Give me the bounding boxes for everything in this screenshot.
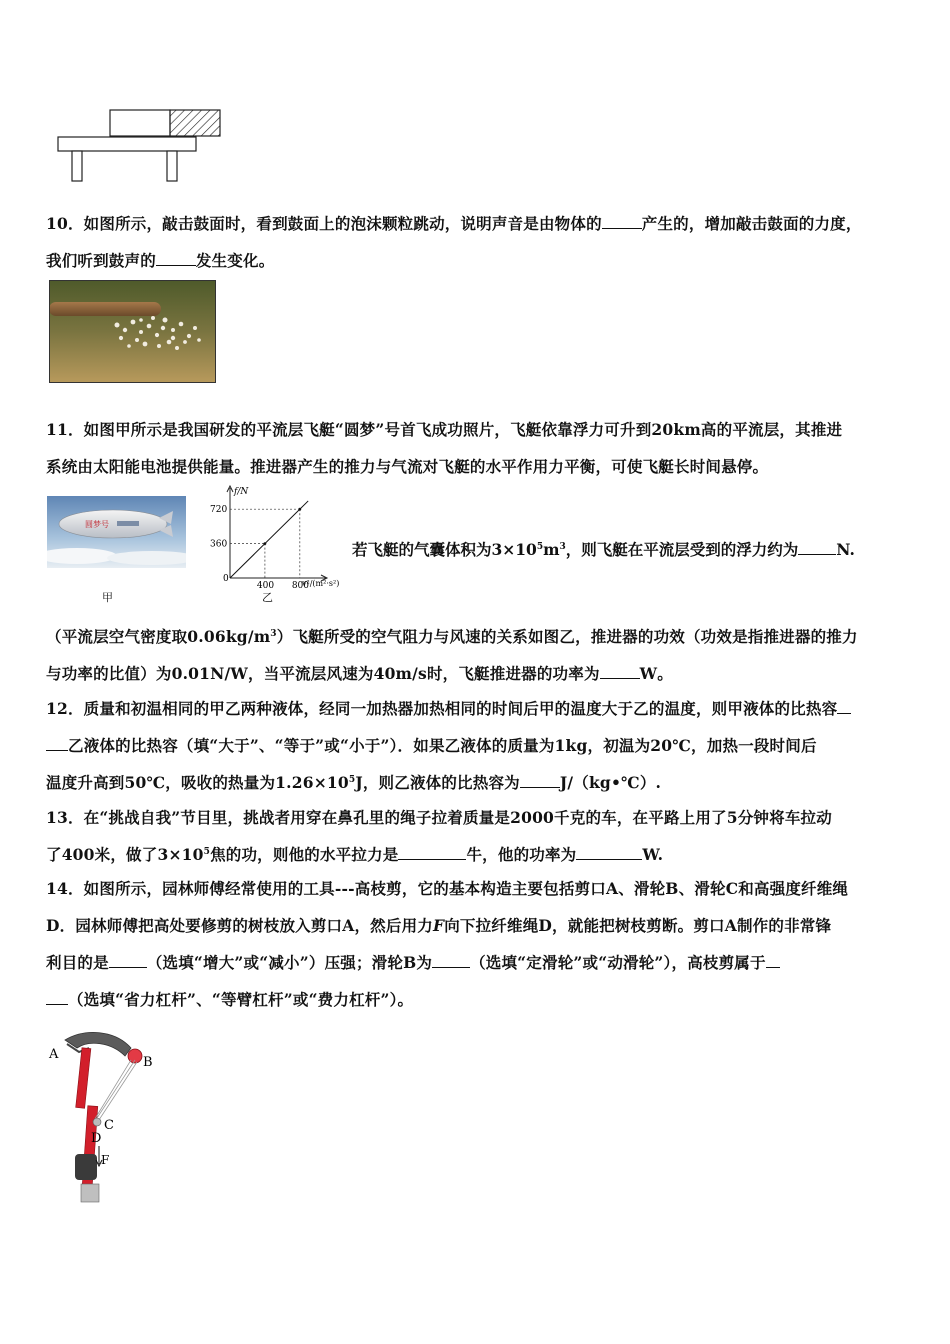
drag-force-chart: [208, 484, 358, 594]
q11-line5: 与功率的比值）为0.01N/W，当平流层风速为40m/s时，飞艇推进器的功率为 W。: [46, 664, 673, 683]
q12-blank-1b[interactable]: [46, 749, 68, 751]
table-leg-left: [72, 151, 82, 181]
q14-blank-3b[interactable]: [46, 1003, 68, 1005]
chart-y-title: f/N: [234, 487, 249, 497]
pulley-c: [93, 1118, 101, 1126]
y-tick-label-720: 720: [210, 505, 228, 516]
q11-blank-2[interactable]: [600, 677, 640, 679]
table-leg-right: [167, 151, 177, 181]
pole-upper: [76, 1048, 91, 1109]
hatched-block: [170, 110, 220, 136]
label-f: F: [101, 1153, 110, 1167]
q11-line2: 系统由太阳能电池提供能量。推进器产生的推力与气流对飞艇的水平作用力平衡，可使飞艇长时间悬停。: [46, 457, 769, 476]
cutter-head: [65, 1032, 131, 1056]
q10-blank-2[interactable]: [156, 264, 196, 266]
fig-yi-label: 乙: [262, 591, 273, 604]
q14-line1: 14．如图所示，园林师傅经常使用的工具---高枝剪，它的基本构造主要包括剪口A、滑轮B、滑轮C和高强度纤维绳: [46, 879, 849, 898]
q13-blank-2[interactable]: [576, 858, 642, 860]
q14-line2: D．园林师傅把高处要修剪的树枝放入剪口A，然后用力F向下拉纤维绳D，就能把树枝剪断。剪口A制作的非常锋: [46, 916, 832, 935]
label-d: D: [91, 1131, 102, 1146]
label-b: B: [143, 1055, 153, 1070]
data-point-1: [264, 542, 267, 545]
x-tick-label-400: 400: [256, 581, 275, 591]
q14-line4: （选填“省力杠杆”、“等臂杠杆”或“费力杠杆”）。: [46, 988, 413, 1010]
pole-pruner-figure: [45, 1026, 165, 1208]
q11-line1: 11．如图甲所示是我国研发的平流层飞艇“圆梦”号首飞成功照片，飞艇依靠浮力可升到20km高的平流层，其推进: [46, 420, 843, 439]
table-top: [58, 137, 196, 151]
q12-line2: 乙液体的比热容（填“大于”、“等于”或“小于”）．如果乙液体的质量为1kg，初温为20℃，加热一段时间后: [46, 734, 817, 756]
chart-x-title: v²/(m²·s²): [302, 579, 340, 588]
q14-blank-1[interactable]: [109, 966, 147, 968]
q14-line3: 利目的是 （选填“增大”或“减小”）压强；滑轮B为 （选填“定滑轮”或“动滑轮”），高枝剪属于: [46, 951, 780, 973]
airship-photo: [47, 496, 186, 568]
data-point-2: [298, 508, 301, 511]
handle-grip: [75, 1154, 97, 1180]
drum-foam-photo: [49, 280, 216, 383]
q13-line2: 了400米，做了$3\times 10^5$焦的功，则他的水平拉力是 牛，他的功率为 W.: [46, 845, 664, 864]
airship-hull: [59, 510, 167, 538]
label-c: C: [104, 1118, 114, 1133]
q12-line1: 12．质量和初温相同的甲乙两种液体，经同一加热器加热相同的时间后甲的温度大于乙的温度，则甲液体的比热容: [46, 697, 851, 719]
q14-blank-2[interactable]: [432, 966, 470, 968]
q13-line1: 13．在“挑战自我”节目里，挑战者用穿在鼻孔里的绳子拉着质量是2000千克的车，在平路上用了5分钟将车拉动: [46, 808, 832, 827]
block-on-table-figure: [50, 100, 230, 190]
q10-line1: 10．如图所示，敲击鼓面时，看到鼓面上的泡沫颗粒跳动，说明声音是由物体的 产生的，增加敲击鼓面的力度，: [46, 214, 862, 233]
y-tick-label-360: 360: [210, 539, 228, 550]
q14-blank-3a[interactable]: [766, 966, 780, 968]
fig-jia-label: 甲: [102, 591, 113, 604]
q11-inline-text: 若飞艇的气囊体积为$3\times 10^5m^3$，则飞艇在平流层受到的浮力约为 N.: [352, 540, 855, 559]
series-line: [230, 501, 308, 578]
q11-blank-1[interactable]: [798, 553, 836, 555]
label-a: A: [49, 1047, 59, 1062]
q10-blank-1[interactable]: [602, 227, 642, 229]
drumstick: [49, 302, 161, 316]
chart-origin: 0: [223, 574, 229, 584]
x-tick-label-800: 800: [291, 581, 310, 591]
q11-line4: （平流层空气密度取$0.06kg/m^3$）飞艇所受的空气阻力与风速的关系如图乙，推进器的功效（功效是指推进器的推力: [46, 627, 858, 646]
q12-blank-1a[interactable]: [837, 712, 851, 714]
q12-blank-2[interactable]: [520, 786, 560, 788]
q13-blank-1[interactable]: [398, 858, 466, 860]
q12-line3: 温度升高到50℃，吸收的热量为$1.26\times 10^5J$，则乙液体的比热容为 J/（kg•℃）.: [46, 773, 662, 792]
airship-name: 圆梦号: [85, 520, 109, 529]
q10-line2: 我们听到鼓声的 发生变化。: [46, 251, 275, 270]
plain-block: [110, 110, 170, 136]
